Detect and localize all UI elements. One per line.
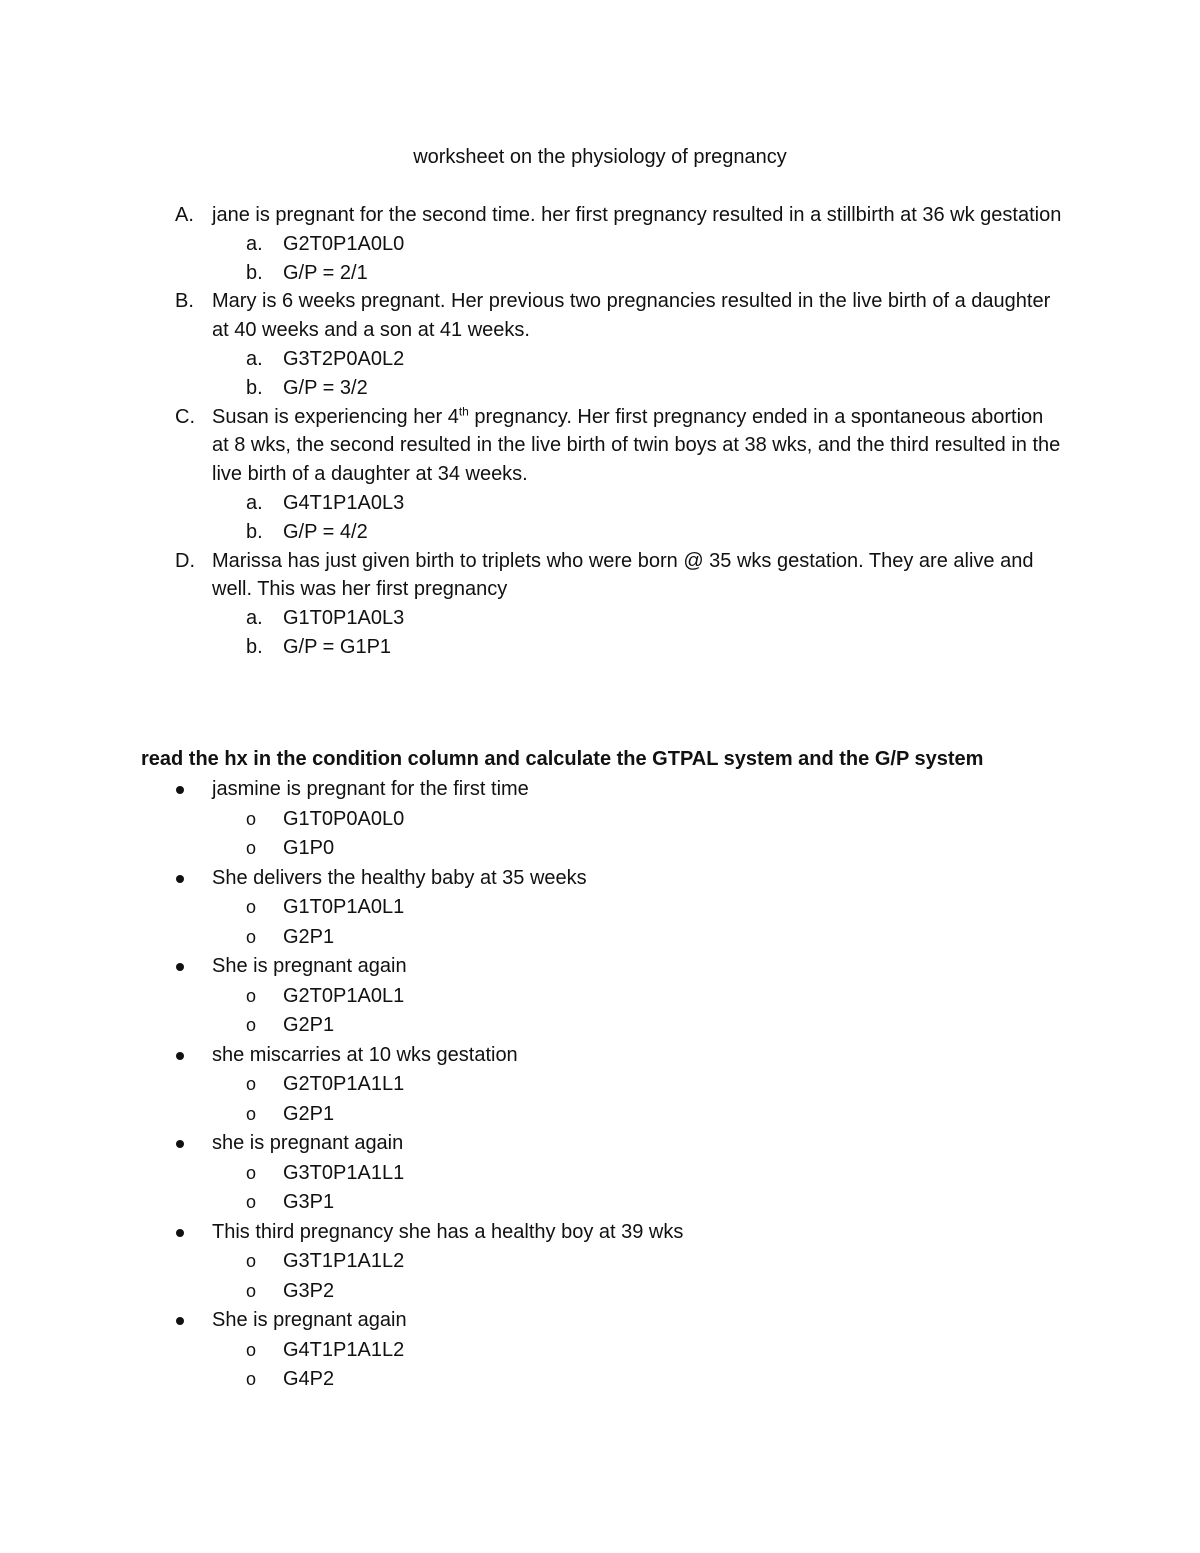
page-title: worksheet on the physiology of pregnancy: [413, 146, 787, 168]
question-letter: C.: [175, 405, 195, 428]
gtpal-answer: G1T0P1A0L1: [283, 896, 405, 918]
question-text: jane is pregnant for the second time. her first pregnancy resulted in a stillbirth at 36 wk gestation: [212, 204, 1062, 226]
answer-text: G4T1P1A0L3: [283, 491, 405, 514]
answer-letter: b.: [246, 520, 263, 543]
gtpal-answer: G3T0P1A1L1: [283, 1161, 405, 1184]
answer-item: [0, 805, 1200, 835]
answer-item: [0, 1011, 1200, 1041]
section-heading: read the hx in the condition column and calculate the GTPAL system and the G/P system: [141, 748, 984, 770]
circle-bullet-icon: o: [246, 1103, 257, 1124]
bullet-icon: [176, 963, 184, 971]
answer-text: G/P = G1P1: [283, 635, 392, 658]
bullet-icon: [176, 1317, 184, 1325]
question-letter: D.: [175, 549, 195, 572]
circle-bullet-icon: o: [246, 1074, 257, 1094]
answer-text: G/P = 3/2: [283, 376, 368, 399]
answer-item: [0, 489, 1200, 518]
history-item: [0, 1041, 1200, 1130]
answer-item: [0, 604, 1200, 633]
circle-bullet-icon: o: [246, 1339, 257, 1360]
circle-bullet-icon: o: [246, 985, 257, 1006]
question-text: Mary is 6 weeks pregnant. Her previous two pregnancies resulted in the live birth of a daughter at 40 weeks and a son at 41 weeks.: [212, 290, 1051, 342]
answer-item: [0, 230, 1200, 259]
answer-item: [0, 834, 1200, 864]
history-item: [0, 1306, 1200, 1395]
history-text: she is pregnant again: [212, 1132, 404, 1154]
history-item: [0, 1129, 1200, 1218]
circle-bullet-icon: o: [246, 808, 257, 829]
gp-answer: G3P1: [283, 1191, 335, 1213]
bullet-icon: [176, 1052, 184, 1060]
question-letter: A.: [175, 204, 194, 226]
history-text: jasmine is pregnant for the first time: [212, 778, 529, 800]
circle-bullet-icon: o: [246, 1251, 257, 1271]
answer-item: [0, 1159, 1200, 1189]
circle-bullet-icon: o: [246, 1192, 257, 1212]
answer-item: [0, 374, 1200, 403]
question-c: [0, 403, 1200, 547]
question-text: Marissa has just given birth to triplets who were born @ 35 wks gestation. They are alive and well. This was her first pregnancy: [212, 549, 1034, 601]
bullet-icon: [176, 875, 184, 883]
history-text: she miscarries at 10 wks gestation: [212, 1043, 518, 1066]
gtpal-answer: G4T1P1A1L2: [283, 1338, 405, 1361]
circle-bullet-icon: o: [246, 926, 257, 947]
history-item: [0, 952, 1200, 1041]
question-text-end: pregnancy. Her first pregnancy ended in a spontaneous abortion at 8 wks, the second resulted in the live birth of twin boys at 38 wks, and the third resulted in the live birth of a daughter at 34 weeks.: [212, 405, 1061, 486]
answer-text: G/P = 2/1: [283, 261, 368, 284]
answer-item: [0, 259, 1200, 288]
gp-answer: G2P1: [283, 1102, 335, 1125]
circle-bullet-icon: o: [246, 1162, 257, 1183]
history-item: [0, 1218, 1200, 1307]
question-letter: B.: [175, 290, 194, 313]
answer-item: [0, 1188, 1200, 1218]
bullet-icon: [176, 786, 184, 794]
gp-answer: G2P1: [283, 925, 335, 948]
answer-letter: a.: [246, 232, 263, 255]
answer-item: [0, 1100, 1200, 1130]
ordinal-suffix: th: [458, 403, 469, 418]
question-text: [212, 403, 1062, 489]
history-text: She is pregnant again: [212, 955, 407, 977]
answer-letter: b.: [246, 635, 263, 658]
question-list: [0, 201, 1200, 662]
history-item: [0, 864, 1200, 953]
gtpal-answer: G2T0P1A0L1: [283, 984, 405, 1007]
answer-letter: a.: [246, 607, 263, 630]
gp-answer: G4P2: [283, 1368, 335, 1390]
answer-item: [0, 982, 1200, 1012]
gp-answer: G1P0: [283, 837, 335, 859]
gp-answer: G3P2: [283, 1279, 335, 1302]
answer-item: [0, 1336, 1200, 1366]
answer-text: G/P = 4/2: [283, 520, 368, 543]
history-list: [0, 775, 1200, 1395]
gtpal-answer: G3T1P1A1L2: [283, 1250, 405, 1272]
question-b: [0, 287, 1200, 402]
history-text: She is pregnant again: [212, 1309, 407, 1331]
answer-item: [0, 345, 1200, 374]
circle-bullet-icon: o: [246, 1369, 257, 1389]
question-d: [0, 547, 1200, 662]
history-item: [0, 775, 1200, 864]
answer-letter: b.: [246, 261, 263, 284]
bullet-icon: [176, 1140, 184, 1148]
answer-item: [0, 923, 1200, 953]
answer-letter: a.: [246, 347, 263, 370]
answer-item: [0, 893, 1200, 923]
answer-item: [0, 633, 1200, 662]
bullet-icon: [176, 1229, 184, 1237]
circle-bullet-icon: o: [246, 1015, 257, 1035]
gtpal-answer: G1T0P0A0L0: [283, 807, 405, 830]
history-text: She delivers the healthy baby at 35 weeks: [212, 866, 587, 889]
circle-bullet-icon: o: [246, 897, 257, 917]
answer-text: G1T0P1A0L3: [283, 607, 405, 630]
gtpal-answer: G2T0P1A1L1: [283, 1073, 405, 1095]
answer-letter: b.: [246, 376, 263, 399]
answer-item: [0, 518, 1200, 547]
answer-item: [0, 1070, 1200, 1100]
answer-item: [0, 1365, 1200, 1395]
answer-item: [0, 1247, 1200, 1277]
circle-bullet-icon: o: [246, 1280, 257, 1301]
answer-item: [0, 1277, 1200, 1307]
answer-letter: a.: [246, 491, 263, 514]
circle-bullet-icon: o: [246, 838, 257, 858]
question-text-start: Susan is experiencing her 4: [212, 405, 459, 428]
history-text: This third pregnancy she has a healthy boy at 39 wks: [212, 1220, 684, 1243]
gp-answer: G2P1: [283, 1014, 335, 1036]
answer-text: G2T0P1A0L0: [283, 232, 405, 255]
question-a: [0, 201, 1200, 287]
answer-text: G3T2P0A0L2: [283, 347, 405, 370]
